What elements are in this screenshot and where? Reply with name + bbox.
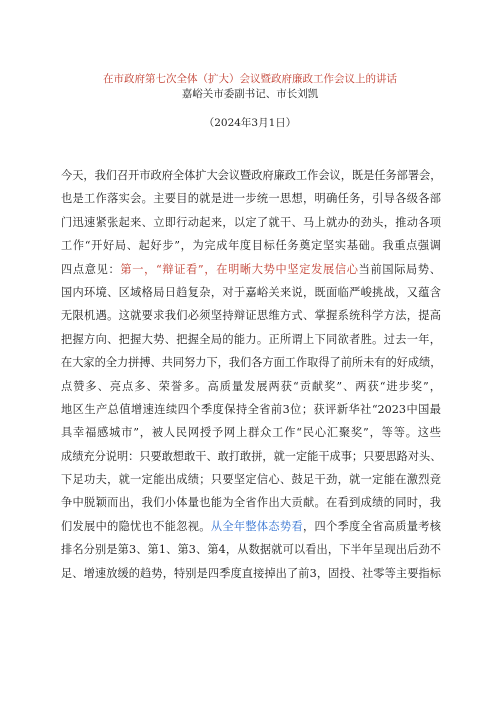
speech-author: 嘉峪关市委副书记、市长刘凯 (181, 88, 319, 100)
speech-date: （2024年3月1日） (203, 117, 297, 129)
paragraph-line: 国内环境、区域格局日趋复杂，对于嘉峪关来说，既面临严峻挑战，又蕴含 (61, 285, 441, 299)
paragraph-line: 今天，我们召开市政府全体扩大会议暨政府廉政工作会议，既是任务部署会， (61, 169, 441, 182)
paragraph-line: 在大家的全力拼搏、共同努力下，我们各方面工作取得了前所未有的好成绩， (61, 356, 441, 370)
paragraph-line: 足、增速放缓的趋势，特别是四季度直接掉出了前3，固投、社零等主要指标 (61, 566, 441, 580)
paragraph-line: 争中脱颖而出，我们小体量也能为全省作出大贡献。在看到成绩的同时，我 (61, 496, 441, 510)
line-text: 们发展中的隐忧也不能忽视。 (61, 519, 211, 533)
paragraph-line: 把握方向、把握大势、把握全局的能力。正所谓上下同欲者胜。过去一年， (61, 332, 441, 346)
line-text: ，四个季度全省高质量考核 (303, 519, 441, 533)
highlight-phrase: 从全年整体态势看 (210, 519, 304, 533)
paragraph-line: 门迅速紧张起来、立即行动起来，以定了就干、马上就办的劲头，推动各项 (61, 215, 441, 229)
paragraph-line: 地区生产总值增速连续四个季度保持全省前3位；获评新华社“2023中国最 (61, 402, 441, 416)
paragraph-line (61, 258, 441, 281)
speech-body (61, 164, 441, 585)
paragraph-line: 工作“开好局、起好步”，为完成年度目标任务奠定坚实基础。我重点强调 (61, 239, 441, 253)
speech-title: 在市政府第七次全体（扩大）会议暨政府廉政工作会议上的讲话 (103, 73, 397, 85)
paragraph-line: 无限机遇。这就要求我们必须坚持辩证思维方式、掌握系统科学方法，提高 (61, 309, 441, 323)
line-text: 四点意见： (61, 262, 121, 276)
paragraph-line: 也是工作落实会。主要目的就是进一步统一思想，明确任务，引导各级各部 (61, 192, 441, 206)
paragraph-line: 成绩充分说明：只要敢想敢干、敢打敢拼，就一定能干成事；只要思路对头、 (61, 449, 441, 463)
line-text: 当前国际局势、 (358, 262, 441, 276)
paragraph-line (61, 515, 441, 538)
paragraph-line: 具幸福感城市”，被人民网授予网上群众工作“民心汇聚奖”，等等。这些 (61, 426, 441, 440)
paragraph-line: 排名分别是第3、第1、第3、第4，从数据就可以看出，下半年呈现出后劲不 (61, 543, 441, 557)
paragraph-line: 下足功夫，就一定能出成绩；只要坚定信心、鼓足干劲，就一定能在激烈竞 (61, 473, 441, 487)
section-heading-1: 第一，“辩证看”，在明晰大势中坚定发展信心 (120, 262, 359, 276)
paragraph-line: 点赞多、亮点多、荣誉多。高质量发展两获“贡献奖”、两获“进步奖”， (61, 379, 441, 393)
